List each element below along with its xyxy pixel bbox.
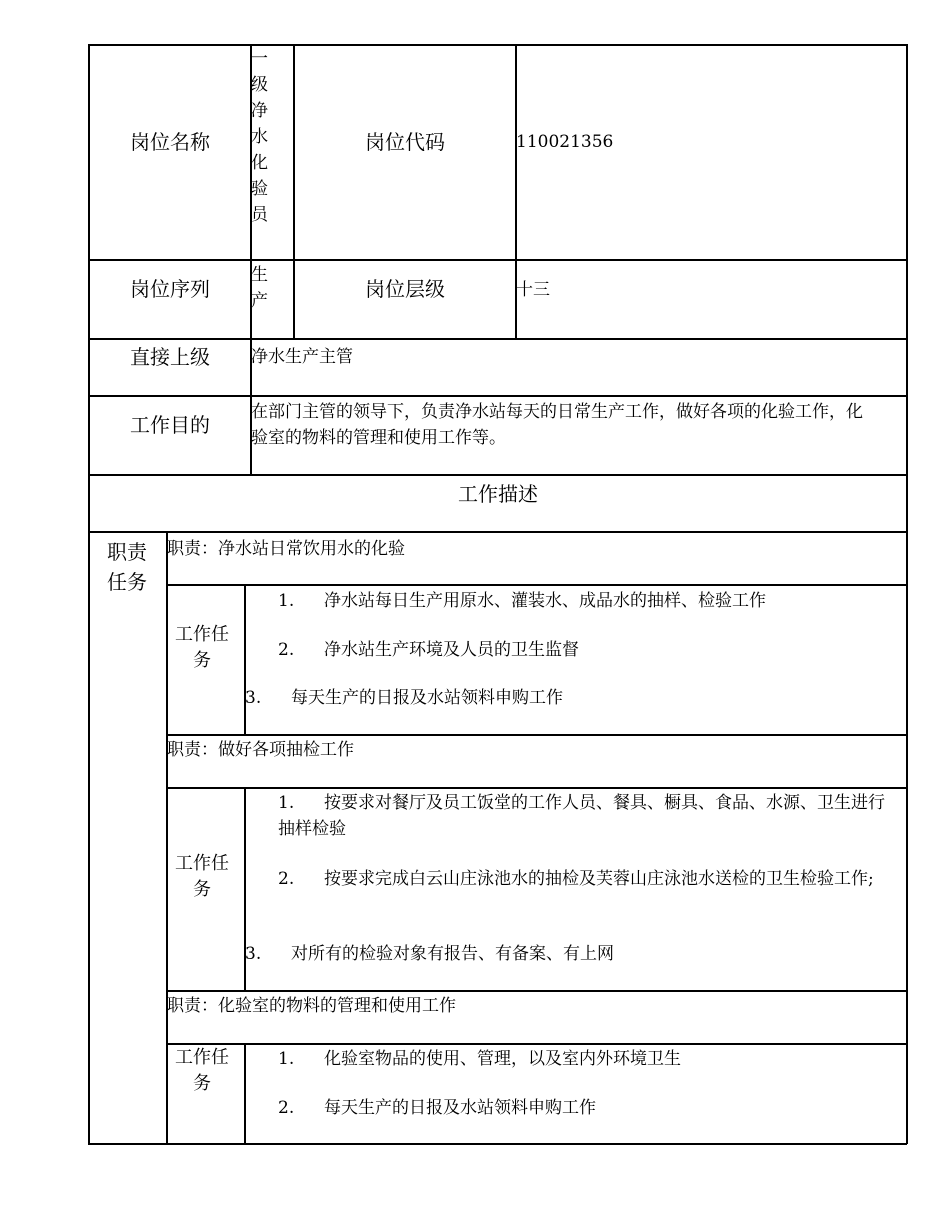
task-number: 1. [278, 591, 295, 611]
table-border-left [88, 44, 90, 1144]
task-text: 每天生产的日报及水站领料申购工作 [324, 1098, 596, 1118]
col-divider [244, 584, 246, 735]
row-divider [88, 259, 907, 261]
task-item [245, 941, 885, 967]
row-divider [166, 734, 907, 736]
task-item [278, 588, 878, 614]
row-divider [88, 395, 907, 397]
duty-title: 职责：化验室的物料的管理和使用工作 [167, 996, 456, 1016]
row-divider [88, 531, 907, 533]
task-text: 净水站每日生产用原水、灌装水、成品水的抽样、检验工作 [324, 591, 766, 611]
post-code-value: 110021356 [516, 132, 614, 152]
task-item [278, 1046, 890, 1072]
task-label: 工作任务 [175, 1047, 229, 1094]
row-divider [166, 584, 907, 586]
post-name-value: 一级净水化验员 [251, 49, 268, 225]
duty-title: 职责：做好各项抽检工作 [167, 740, 354, 760]
task-number: 2. [278, 1098, 295, 1118]
task-text: 每天生产的日报及水站领料申购工作 [291, 688, 563, 708]
sequence-label: 岗位序列 [130, 277, 210, 301]
task-label: 工作任务 [175, 624, 229, 671]
row-divider [88, 338, 907, 340]
task-item [278, 790, 890, 842]
post-code-label: 岗位代码 [365, 130, 445, 154]
task-text: 按要求完成白云山庄泳池水的抽检及芙蓉山庄泳池水送检的卫生检验工作; [324, 869, 874, 889]
task-item [278, 637, 878, 663]
row-divider [166, 990, 907, 992]
row-divider [88, 474, 907, 476]
col-divider [166, 531, 168, 1144]
sequence-value: 生产 [251, 265, 268, 311]
task-label: 工作任务 [175, 853, 229, 900]
task-number: 1. [278, 1049, 295, 1069]
task-text: 化验室物品的使用、管理，以及室内外环境卫生 [324, 1049, 681, 1069]
duty-title: 职责：净水站日常饮用水的化验 [167, 539, 405, 559]
table-border-bottom [88, 1143, 907, 1145]
row-divider [166, 787, 907, 789]
row-divider [166, 1043, 907, 1045]
level-label: 岗位层级 [365, 277, 445, 301]
purpose-label: 工作目的 [130, 413, 210, 437]
work-description-title: 工作描述 [458, 482, 538, 506]
task-number: 3. [245, 944, 262, 964]
superior-label: 直接上级 [130, 345, 210, 369]
purpose-value: 在部门主管的领导下，负责净水站每天的日常生产工作，做好各项的化验工作，化验室的物料的管理和使用工作等。 [251, 402, 863, 448]
task-number: 3. [245, 688, 262, 708]
col-divider [244, 1043, 246, 1144]
table-border-right [906, 44, 908, 1144]
task-number: 2. [278, 869, 295, 889]
post-name-label: 岗位名称 [130, 130, 210, 154]
task-item [278, 866, 890, 892]
task-text: 净水站生产环境及人员的卫生监督 [324, 640, 579, 660]
task-text: 对所有的检验对象有报告、有备案、有上网 [291, 944, 614, 964]
task-number: 1. [278, 793, 295, 813]
task-item [245, 685, 885, 711]
superior-value: 净水生产主管 [251, 347, 353, 367]
level-value: 十三 [516, 280, 550, 300]
table-border-top [88, 44, 907, 46]
task-text: 按要求对餐厅及员工饭堂的工作人员、餐具、橱具、食品、水源、卫生进行抽样检验 [278, 793, 885, 839]
task-number: 2. [278, 640, 295, 660]
task-item [278, 1095, 890, 1121]
duties-label: 职责任务 [107, 540, 147, 594]
